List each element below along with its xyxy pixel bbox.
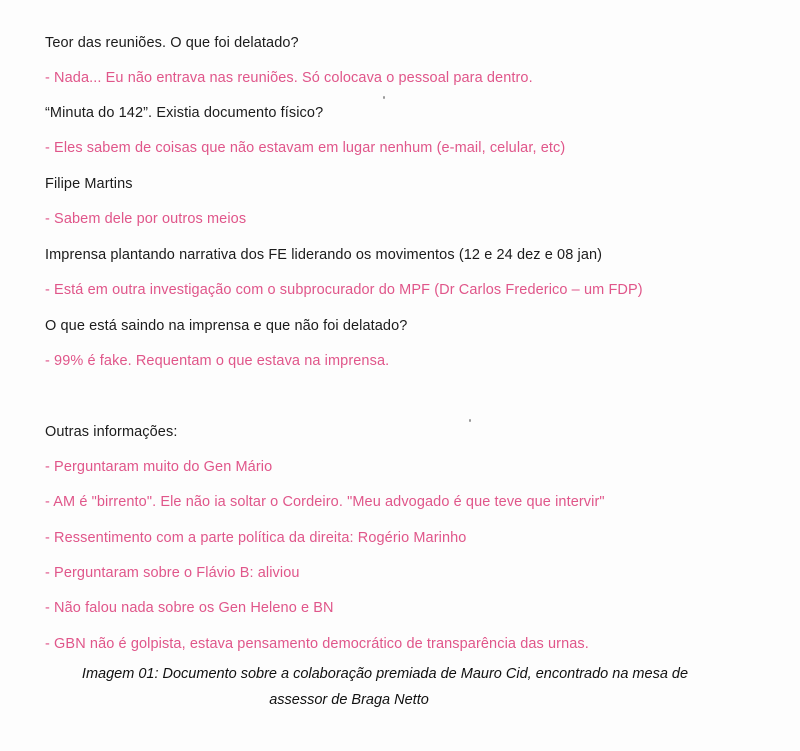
other-info-item: - Perguntaram sobre o Flávio B: aliviou xyxy=(45,565,300,581)
answer-filipe-martins: - Sabem dele por outros meios xyxy=(45,211,247,227)
question-filipe-martins: Filipe Martins xyxy=(45,176,133,192)
caption-line-2: assessor de Braga Netto xyxy=(269,692,429,708)
question-press-narrative: Imprensa plantando narrativa dos FE liderando os movimentos (12 e 24 dez e 08 jan) xyxy=(45,247,603,263)
answer-meeting-content: - Nada... Eu não entrava nas reuniões. Só colocava o pessoal para dentro. xyxy=(45,70,533,86)
question-meeting-content: Teor das reuniões. O que foi delatado? xyxy=(45,35,299,51)
caption-line-1: Imagem 01: Documento sobre a colaboração premiada de Mauro Cid, encontrado na mesa de xyxy=(81,666,689,682)
other-info-item: - Perguntaram muito do Gen Mário xyxy=(45,459,273,475)
scan-speck xyxy=(469,419,471,422)
other-info-item: - Ressentimento com a parte política da direita: Rogério Marinho xyxy=(45,530,467,546)
answer-minuta-142: - Eles sabem de coisas que não estavam em lugar nenhum (e-mail, celular, etc) xyxy=(45,140,566,156)
scan-speck xyxy=(383,96,385,99)
section-heading-other-info: Outras informações: xyxy=(45,424,178,440)
other-info-item: - AM é "birrento". Ele não ia soltar o Cordeiro. "Meu advogado é que teve que intervir" xyxy=(45,494,605,510)
question-minuta-142: “Minuta do 142”. Existia documento físico? xyxy=(45,105,324,121)
answer-press-narrative: - Está em outra investigação com o subprocurador do MPF (Dr Carlos Frederico – um FDP) xyxy=(45,282,643,298)
question-press-not-delated: O que está saindo na imprensa e que não foi delatado? xyxy=(45,318,408,334)
other-info-item: - Não falou nada sobre os Gen Heleno e BN xyxy=(45,600,334,616)
other-info-item: - GBN não é golpista, estava pensamento democrático de transparência das urnas. xyxy=(45,636,589,652)
answer-press-not-delated: - 99% é fake. Requentam o que estava na imprensa. xyxy=(45,353,390,369)
